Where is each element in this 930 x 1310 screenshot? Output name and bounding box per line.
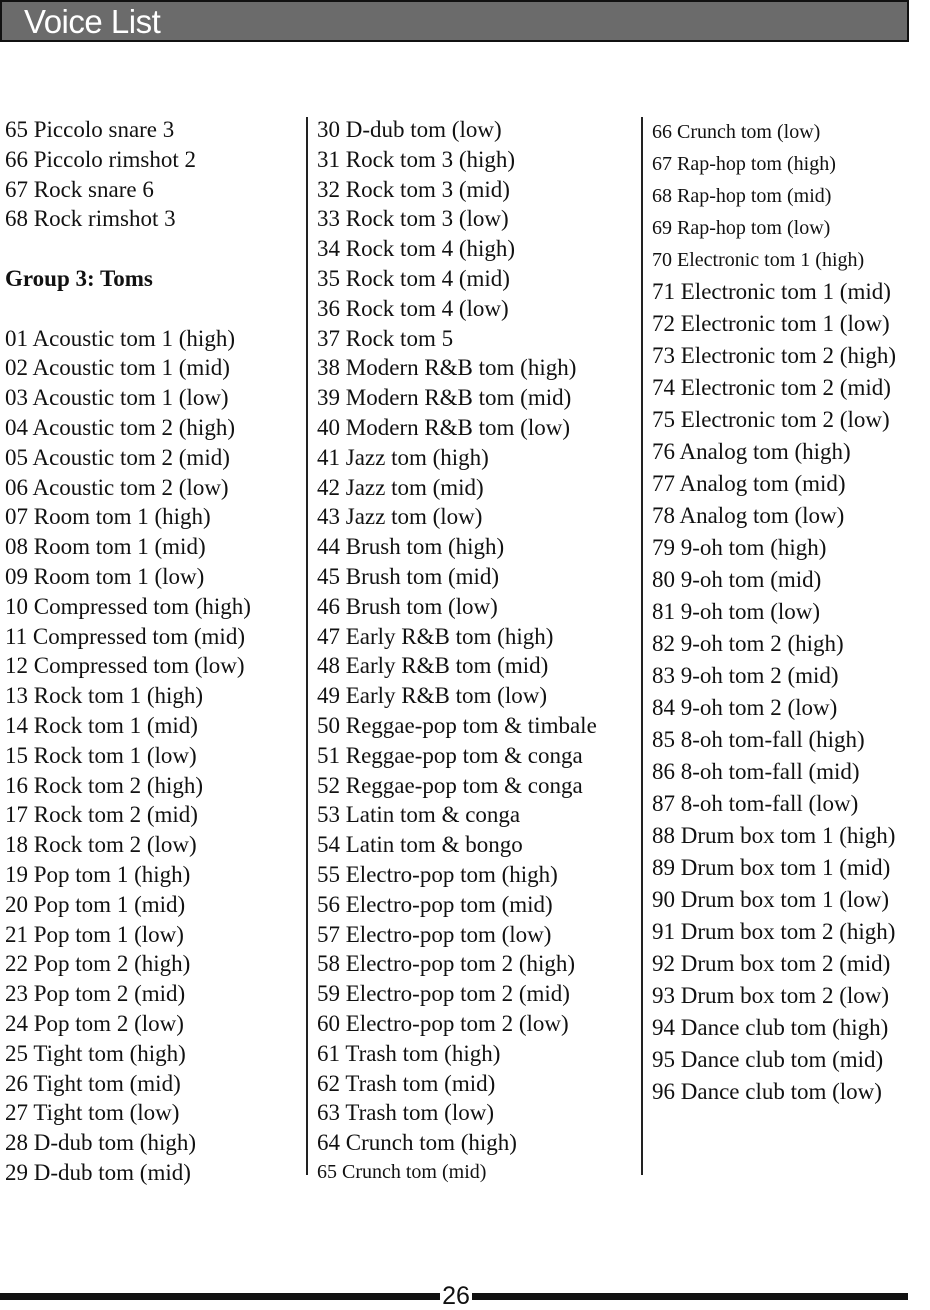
voice-item: 77 Analog tom (mid) [652, 471, 846, 496]
voice-item: 74 Electronic tom 2 (mid) [652, 375, 891, 400]
voice-item: 75 Electronic tom 2 (low) [652, 407, 890, 432]
voice-item: 64 Crunch tom (high) [317, 1130, 517, 1156]
voice-item: 28 D-dub tom (high) [5, 1130, 197, 1156]
voice-item: 67 Rock snare 6 [5, 176, 154, 202]
header-bar [0, 0, 909, 42]
voice-item: 11 Compressed tom (mid) [5, 623, 245, 649]
voice-item: 47 Early R&B tom (high) [317, 623, 554, 649]
voice-item: 37 Rock tom 5 [317, 325, 454, 351]
voice-item: 08 Room tom 1 (mid) [5, 534, 206, 560]
voice-item: 67 Rap-hop tom (high) [652, 153, 836, 175]
voice-item: 27 Tight tom (low) [5, 1100, 180, 1126]
voice-item: 44 Brush tom (high) [317, 534, 505, 560]
voice-item: 33 Rock tom 3 (low) [317, 206, 509, 232]
voice-item: 04 Acoustic tom 2 (high) [5, 414, 235, 440]
voice-item: 15 Rock tom 1 (low) [5, 742, 197, 768]
voice-item: 60 Electro-pop tom 2 (low) [317, 1010, 569, 1036]
voice-item: 31 Rock tom 3 (high) [317, 146, 516, 172]
voice-item: 65 Piccolo snare 3 [5, 117, 175, 142]
voice-item: 79 9-oh tom (high) [652, 535, 827, 560]
voice-item: 52 Reggae-pop tom & conga [317, 772, 583, 798]
voice-item: 13 Rock tom 1 (high) [5, 683, 204, 709]
voice-item: 17 Rock tom 2 (mid) [5, 802, 198, 828]
voice-item: 85 8-oh tom-fall (high) [652, 727, 865, 752]
voice-item: 73 Electronic tom 2 (high) [652, 343, 896, 368]
voice-item: 49 Early R&B tom (low) [317, 683, 547, 709]
voice-item: 06 Acoustic tom 2 (low) [5, 474, 229, 500]
voice-item: 03 Acoustic tom 1 (low) [5, 385, 229, 411]
spacer [5, 234, 251, 264]
voice-column-3 [652, 116, 896, 1108]
voice-item: 36 Rock tom 4 (low) [317, 295, 509, 321]
voice-item: 26 Tight tom (mid) [5, 1070, 181, 1096]
voice-item: 29 D-dub tom (mid) [5, 1159, 191, 1185]
voice-item: 82 9-oh tom 2 (high) [652, 631, 844, 656]
voice-item: 68 Rock rimshot 3 [5, 206, 176, 232]
voice-item: 09 Room tom 1 (low) [5, 563, 205, 589]
voice-item: 93 Drum box tom 2 (low) [652, 983, 890, 1008]
voice-item: 80 9-oh tom (mid) [652, 567, 822, 592]
voice-item: 65 Crunch tom (mid) [317, 1160, 487, 1183]
voice-item: 42 Jazz tom (mid) [317, 474, 484, 500]
voice-item: 88 Drum box tom 1 (high) [652, 823, 896, 848]
voice-item: 16 Rock tom 2 (high) [5, 772, 204, 798]
voice-item: 02 Acoustic tom 1 (mid) [5, 355, 230, 381]
voice-item: 48 Early R&B tom (mid) [317, 653, 549, 679]
column-divider [641, 117, 643, 1175]
voice-item: 45 Brush tom (mid) [317, 563, 500, 589]
voice-item: 92 Drum box tom 2 (mid) [652, 951, 891, 976]
voice-item: 95 Dance club tom (mid) [652, 1047, 884, 1072]
voice-item: 69 Rap-hop tom (low) [652, 217, 831, 239]
voice-item: 90 Drum box tom 1 (low) [652, 887, 890, 912]
voice-item: 07 Room tom 1 (high) [5, 504, 211, 530]
voice-column-2 [317, 115, 597, 1188]
voice-item: 61 Trash tom (high) [317, 1040, 501, 1066]
voice-item: 66 Crunch tom (low) [652, 121, 821, 143]
voice-item: 05 Acoustic tom 2 (mid) [5, 444, 230, 470]
voice-item: 38 Modern R&B tom (high) [317, 355, 577, 381]
voice-item: 84 9-oh tom 2 (low) [652, 695, 838, 720]
column-divider [306, 117, 308, 1175]
voice-item: 71 Electronic tom 1 (mid) [652, 279, 891, 304]
voice-item: 68 Rap-hop tom (mid) [652, 185, 832, 207]
voice-column-1 [5, 115, 251, 1188]
voice-item: 20 Pop tom 1 (mid) [5, 891, 186, 917]
voice-item: 21 Pop tom 1 (low) [5, 921, 184, 947]
voice-item: 62 Trash tom (mid) [317, 1070, 496, 1096]
voice-item: 18 Rock tom 2 (low) [5, 832, 197, 858]
voice-item: 40 Modern R&B tom (low) [317, 414, 570, 440]
voice-item: 14 Rock tom 1 (mid) [5, 712, 198, 738]
voice-item: 22 Pop tom 2 (high) [5, 951, 191, 977]
voice-item: 32 Rock tom 3 (mid) [317, 176, 510, 202]
voice-item: 39 Modern R&B tom (mid) [317, 385, 572, 411]
voice-item: 34 Rock tom 4 (high) [317, 236, 516, 262]
voice-item: 35 Rock tom 4 (mid) [317, 265, 510, 291]
voice-item: 89 Drum box tom 1 (mid) [652, 855, 891, 880]
spacer [5, 294, 251, 324]
voice-item: 46 Brush tom (low) [317, 593, 498, 619]
voice-item: 91 Drum box tom 2 (high) [652, 919, 896, 944]
voice-item: 55 Electro-pop tom (high) [317, 861, 558, 887]
voice-item: 51 Reggae-pop tom & conga [317, 742, 583, 768]
voice-item: 10 Compressed tom (high) [5, 593, 251, 619]
voice-item: 83 9-oh tom 2 (mid) [652, 663, 839, 688]
page-number: 26 [442, 1282, 470, 1310]
voice-item: 30 D-dub tom (low) [317, 117, 502, 142]
voice-item: 87 8-oh tom-fall (low) [652, 791, 859, 816]
page-title: Voice List [24, 3, 161, 40]
voice-item: 41 Jazz tom (high) [317, 444, 489, 470]
group-heading: Group 3: Toms [5, 265, 153, 291]
voice-item: 56 Electro-pop tom (mid) [317, 891, 553, 917]
voice-item: 58 Electro-pop tom 2 (high) [317, 951, 576, 977]
voice-item: 66 Piccolo rimshot 2 [5, 146, 197, 172]
voice-item: 76 Analog tom (high) [652, 439, 851, 464]
voice-item: 81 9-oh tom (low) [652, 599, 821, 624]
voice-item: 01 Acoustic tom 1 (high) [5, 325, 235, 351]
voice-item: 57 Electro-pop tom (low) [317, 921, 552, 947]
voice-item: 72 Electronic tom 1 (low) [652, 311, 890, 336]
voice-item: 94 Dance club tom (high) [652, 1015, 889, 1040]
footer-rule-right [472, 1293, 908, 1300]
voice-item: 86 8-oh tom-fall (mid) [652, 759, 860, 784]
voice-item: 50 Reggae-pop tom & timbale [317, 712, 597, 738]
voice-item: 63 Trash tom (low) [317, 1100, 494, 1126]
voice-item: 23 Pop tom 2 (mid) [5, 981, 186, 1007]
voice-item: 78 Analog tom (low) [652, 503, 845, 528]
voice-item: 59 Electro-pop tom 2 (mid) [317, 981, 570, 1007]
voice-item: 19 Pop tom 1 (high) [5, 861, 191, 887]
footer-rule-left [0, 1293, 440, 1300]
voice-item: 54 Latin tom & bongo [317, 832, 523, 858]
voice-item: 12 Compressed tom (low) [5, 653, 245, 679]
voice-item: 70 Electronic tom 1 (high) [652, 249, 865, 271]
voice-item: 43 Jazz tom (low) [317, 504, 483, 530]
voice-item: 96 Dance club tom (low) [652, 1079, 882, 1104]
voice-item: 53 Latin tom & conga [317, 802, 521, 828]
voice-item: 25 Tight tom (high) [5, 1040, 186, 1066]
voice-item: 24 Pop tom 2 (low) [5, 1010, 184, 1036]
